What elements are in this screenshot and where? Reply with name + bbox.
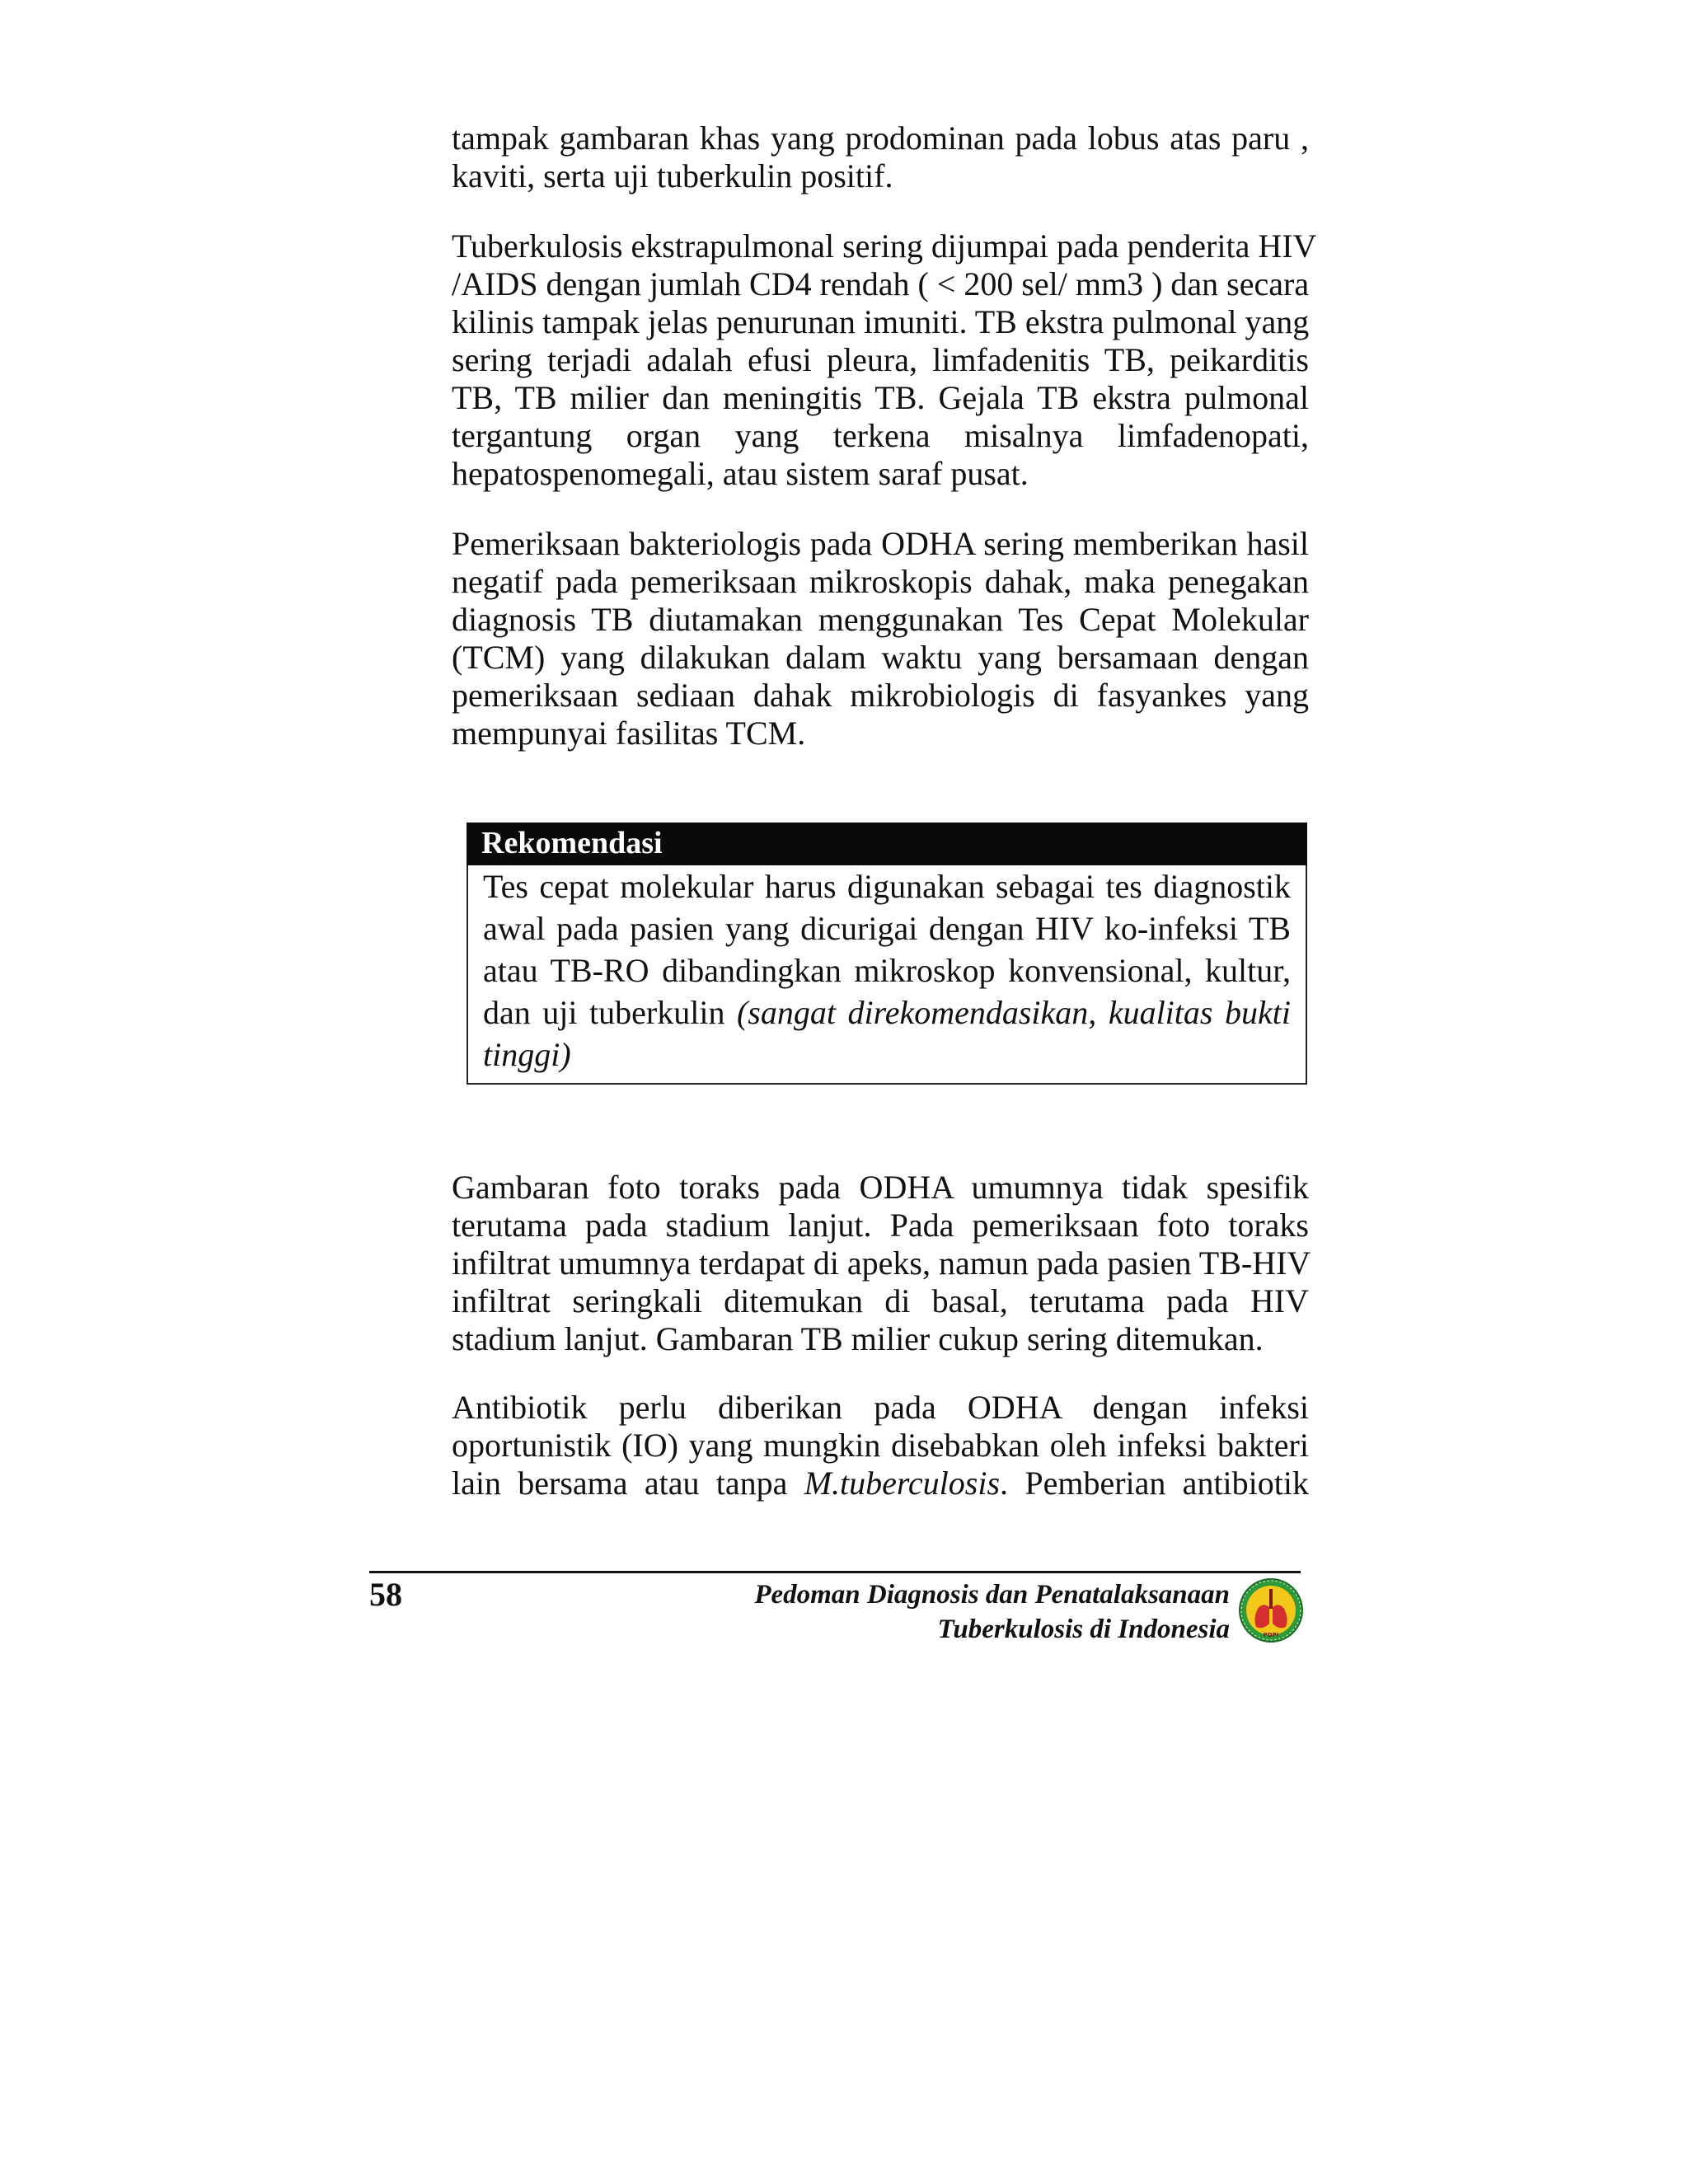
- text-line: mempunyai fasilitas TCM.: [452, 715, 806, 752]
- paragraph-4: [452, 1169, 1309, 1358]
- recommendation-header: Rekomendasi: [467, 823, 1307, 865]
- text-segment: dan uji tuberkulin: [483, 994, 737, 1031]
- text-line: oportunistik (IO) yang mungkin disebabkan oleh infeksi bakteri: [452, 1427, 1309, 1464]
- text-line: infiltrat umumnya terdapat di apeks, namun pada pasien TB-HIV: [452, 1244, 1311, 1282]
- text-line: tampak gambaran khas yang prodominan pada lobus atas paru ,: [452, 120, 1309, 157]
- text-line: pemeriksaan sediaan dahak mikrobiologis di fasyankes yang: [452, 677, 1309, 714]
- text-line: [483, 991, 1291, 1033]
- text-line: diagnosis TB diutamakan menggunakan Tes Cepat Molekular: [452, 601, 1309, 638]
- text-line: (TCM) yang dilakukan dalam waktu yang bersamaan dengan: [452, 639, 1309, 676]
- text-line: terutama pada stadium lanjut. Pada pemeriksaan foto toraks: [452, 1207, 1309, 1244]
- footer-title-line: Pedoman Diagnosis dan Penatalaksanaan: [754, 1580, 1230, 1610]
- text-line: tinggi): [483, 1036, 571, 1073]
- text-line: awal pada pasien yang dicurigai dengan HIV ko-infeksi TB: [483, 910, 1291, 947]
- text-line: Tes cepat molekular harus digunakan sebagai tes diagnostik: [483, 868, 1291, 905]
- text-line: atau TB-RO dibandingkan mikroskop konvensional, kultur,: [483, 952, 1291, 989]
- footer-divider: [369, 1571, 1301, 1573]
- italic-text-segment: M.tuberculosis: [804, 1465, 1001, 1502]
- text-line: kilinis tampak jelas penurunan imuniti. TB ekstra pulmonal yang: [452, 303, 1310, 340]
- text-line: Tuberkulosis ekstrapulmonal sering dijumpai pada penderita HIV: [452, 227, 1317, 265]
- footer-title-line: Tuberkulosis di Indonesia: [937, 1615, 1230, 1644]
- text-segment: lain bersama atau tanpa: [452, 1465, 804, 1502]
- paragraph-2: [452, 227, 1317, 493]
- paragraph-3: [452, 525, 1309, 752]
- text-line: sering terjadi adalah efusi pleura, limfadenitis TB, peikarditis: [452, 341, 1309, 378]
- paragraph-5: [452, 1389, 1309, 1502]
- recommendation-box: [467, 823, 1307, 1085]
- text-line: Pemeriksaan bakteriologis pada ODHA sering memberikan hasil: [452, 525, 1309, 562]
- page-number: 58: [369, 1576, 402, 1613]
- logo-label: PDPI: [1263, 1632, 1279, 1638]
- text-segment: . Pemberian antibiotik: [1000, 1465, 1310, 1502]
- text-line: /AIDS dengan jumlah CD4 rendah ( < 200 sel/ mm3 ) dan secara: [452, 265, 1310, 302]
- recommendation-body: [468, 865, 1306, 1076]
- text-line: kaviti, serta uji tuberkulin positif.: [452, 157, 893, 194]
- text-line: Antibiotik perlu diberikan pada ODHA dengan infeksi: [452, 1389, 1309, 1426]
- running-footer-title: [754, 1577, 1230, 1647]
- text-line: negatif pada pemeriksaan mikroskopis dahak, maka penegakan: [452, 563, 1309, 600]
- paragraph-1: [452, 120, 1309, 195]
- text-line: TB, TB milier dan meningitis TB. Gejala TB ekstra pulmonal: [452, 379, 1309, 416]
- text-line: [452, 1465, 1309, 1502]
- text-line: hepatospenomegali, atau sistem saraf pusat.: [452, 455, 1029, 492]
- text-line: Gambaran foto toraks pada ODHA umumnya tidak spesifik: [452, 1169, 1309, 1206]
- italic-text-segment: (sangat direkomendasikan, kualitas bukti: [736, 994, 1291, 1031]
- text-line: tergantung organ yang terkena misalnya limfadenopati,: [452, 417, 1309, 454]
- text-line: infiltrat seringkali ditemukan di basal, terutama pada HIV: [452, 1282, 1309, 1319]
- text-line: stadium lanjut. Gambaran TB milier cukup sering ditemukan.: [452, 1320, 1264, 1357]
- lungs-logo-icon: [1238, 1577, 1304, 1643]
